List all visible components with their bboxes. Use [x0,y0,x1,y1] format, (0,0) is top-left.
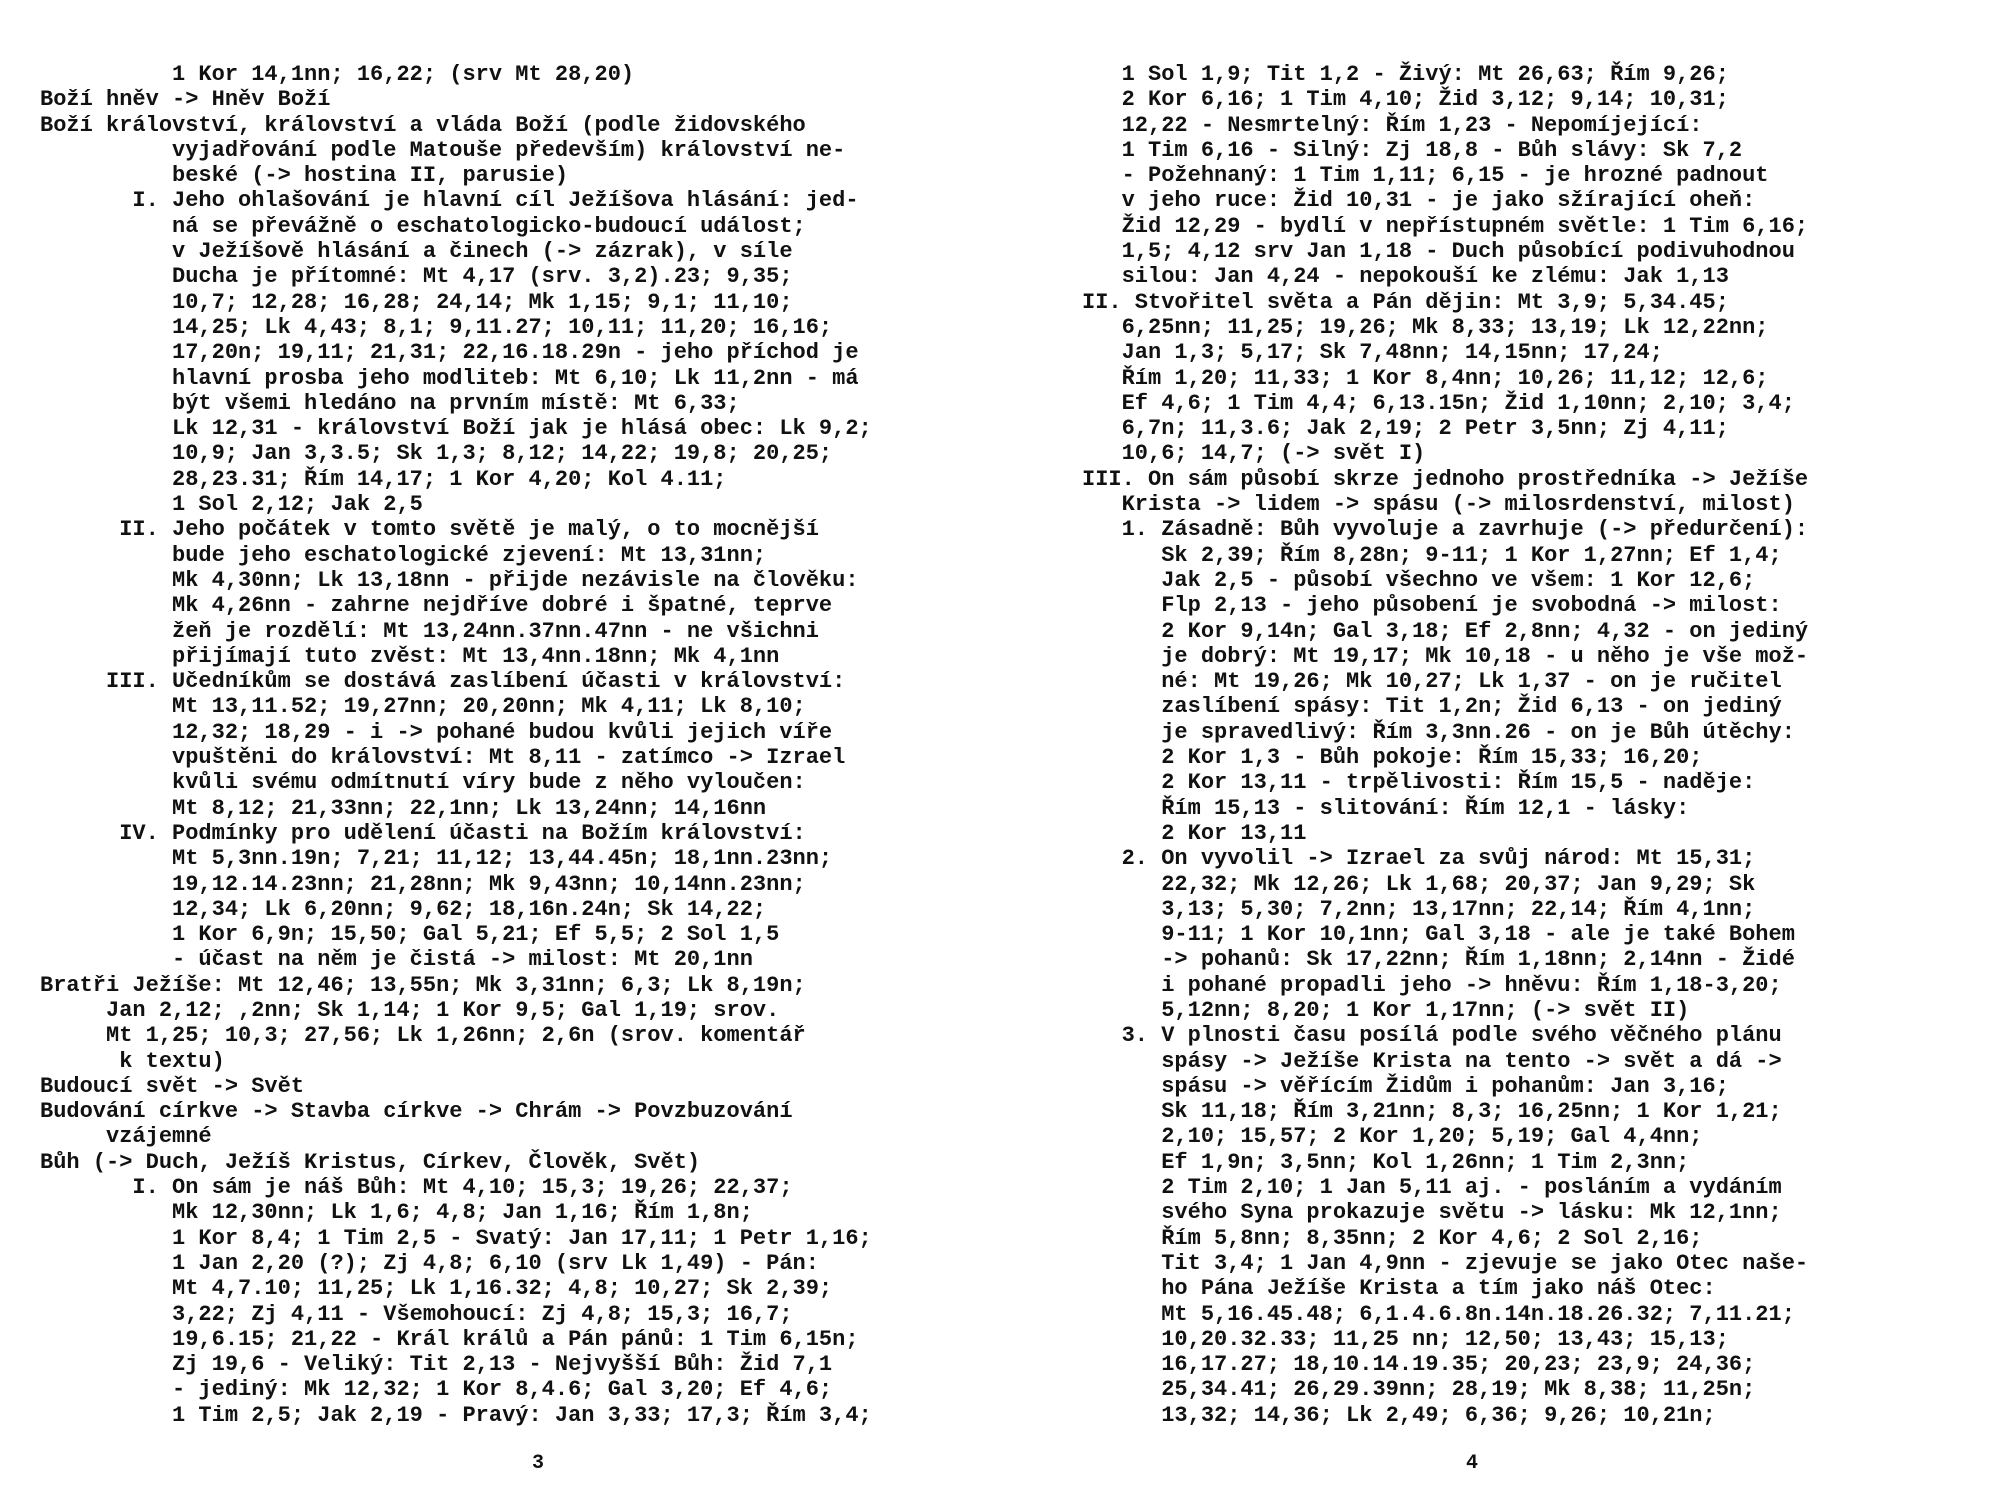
text-line: II. Jeho počátek v tomto světě je malý, o to mocnější [40,517,819,543]
text-line: I. On sám je náš Bůh: Mt 4,10; 15,3; 19,26; 22,37; [40,1175,793,1201]
text-line: I. Jeho ohlašování je hlavní cíl Ježíšova hlásání: jed- [40,188,859,214]
text-line: Mt 8,12; 21,33nn; 22,1nn; Lk 13,24nn; 14,16nn [40,795,767,821]
text-line: 19,12.14.23nn; 21,28nn; Mk 9,43nn; 10,14nn.23nn; [40,871,806,897]
text-line: Zj 19,6 - Veliký: Tit 2,13 - Nejvyšší Bůh: Žid 7,1 [40,1352,833,1378]
text-line: Boží království, království a vláda Boží (podle židovského [40,112,806,138]
text-line: 1 Sol 2,12; Jak 2,5 [40,492,423,518]
text-line: vzájemné [40,1124,212,1150]
text-line: 12,22 - Nesmrtelný: Řím 1,23 - Nepomíjející: [1082,112,1703,138]
text-line: 2 Tim 2,10; 1 Jan 5,11 aj. - posláním a vydáním [1082,1175,1782,1201]
text-line: Bratři Ježíše: Mt 12,46; 13,55n; Mk 3,31nn; 6,3; Lk 8,19n; [40,972,806,998]
text-line: 1 Kor 6,9n; 15,50; Gal 5,21; Ef 5,5; 2 Sol 1,5 [40,922,780,948]
text-line: Flp 2,13 - jeho působení je svobodná -> milost: [1082,593,1782,619]
text-line: Sk 2,39; Řím 8,28n; 9-11; 1 Kor 1,27nn; Ef 1,4; [1082,542,1782,568]
text-line: Jak 2,5 - působí všechno ve všem: 1 Kor 12,6; [1082,567,1756,593]
text-line: Sk 11,18; Řím 3,21nn; 8,3; 16,25nn; 1 Kor 1,21; [1082,1099,1782,1125]
text-line: 1 Tim 6,16 - Silný: Zj 18,8 - Bůh slávy: Sk 7,2 [1082,137,1743,163]
text-line: 5,12nn; 8,20; 1 Kor 1,17nn; (-> svět II) [1082,997,1690,1023]
text-line: 9-11; 1 Kor 10,1nn; Gal 3,18 - ale je také Bohem [1082,922,1795,948]
text-line: Jan 2,12; ,2nn; Sk 1,14; 1 Kor 9,5; Gal 1,19; srov. [40,997,780,1023]
right-page-number: 4 [1466,1452,1479,1475]
text-line: 1 Sol 1,9; Tit 1,2 - Živý: Mt 26,63; Řím 9,26; [1082,62,1729,87]
text-line: 1 Jan 2,20 (?); Zj 4,8; 6,10 (srv Lk 1,49) - Pán: [40,1250,819,1276]
text-line: v Ježíšově hlásání a činech (-> zázrak), v síle [40,239,793,265]
text-line: 1 Tim 2,5; Jak 2,19 - Pravý: Jan 3,33; 17,3; Řím 3,4; [40,1402,872,1428]
text-line: Řím 15,13 - slitování: Řím 12,1 - lásky: [1082,795,1690,821]
text-line: spásy -> Ježíše Krista na tento -> svět a dá -> [1082,1048,1782,1074]
text-line: 25,34.41; 26,29.39nn; 28,19; Mk 8,38; 11,25n; [1082,1377,1756,1403]
text-line: 1,5; 4,12 srv Jan 1,18 - Duch působící podivuhodnou [1082,239,1795,265]
text-line: Řím 5,8nn; 8,35nn; 2 Kor 4,6; 2 Sol 2,16; [1082,1225,1703,1251]
text-line: spásu -> věřícím Židům i pohanům: Jan 3,16; [1082,1073,1729,1099]
text-line: - Požehnaný: 1 Tim 1,11; 6,15 - je hrozné padnout [1082,163,1769,189]
text-line: 19,6.15; 21,22 - Král králů a Pán pánů: 1 Tim 6,15n; [40,1326,859,1352]
text-line: bude jeho eschatologické zjevení: Mt 13,31nn; [40,542,767,568]
text-line: Budování církve -> Stavba církve -> Chrám -> Povzbuzování [40,1099,793,1125]
text-line: II. Stvořitel světa a Pán dějin: Mt 3,9; 5,34.45; [1082,289,1729,315]
text-line: silou: Jan 4,24 - nepokouší ke zlému: Jak 1,13 [1082,264,1729,290]
text-line: 1 Kor 14,1nn; 16,22; (srv Mt 28,20) [40,62,635,87]
text-line: 6,7n; 11,3.6; Jak 2,19; 2 Petr 3,5nn; Zj 4,11; [1082,416,1729,442]
text-line: Tit 3,4; 1 Jan 4,9nn - zjevuje se jako Otec naše- [1082,1250,1809,1276]
text-line: Budoucí svět -> Svět [40,1073,305,1099]
text-line: 2 Kor 13,11 - trpělivosti: Řím 15,5 - naděje: [1082,770,1756,796]
text-line: 2 Kor 13,11 [1082,820,1307,846]
text-line: ho Pána Ježíše Krista a tím jako náš Otec: [1082,1276,1716,1302]
text-line: Lk 12,31 - království Boží jak je hlásá obec: Lk 9,2; [40,416,872,442]
text-line: přijímají tuto zvěst: Mt 13,4nn.18nn; Mk 4,1nn [40,643,780,669]
text-line: Mk 4,30nn; Lk 13,18nn - přijde nezávisle na člověku: [40,567,859,593]
text-line: Mt 4,7.10; 11,25; Lk 1,16.32; 4,8; 10,27; Sk 2,39; [40,1276,833,1302]
text-line: 2,10; 15,57; 2 Kor 1,20; 5,19; Gal 4,4nn; [1082,1124,1703,1150]
text-line: 10,6; 14,7; (-> svět I) [1082,441,1426,467]
left-page-text [40,62,990,1428]
text-line: 2 Kor 1,3 - Bůh pokoje: Řím 15,33; 16,20; [1082,745,1703,771]
text-line: -> pohanů: Sk 17,22nn; Řím 1,18nn; 2,14nn - Židé [1082,947,1795,973]
text-line: i pohané propadli jeho -> hněvu: Řím 1,18-3,20; [1082,972,1782,998]
text-line: Řím 1,20; 11,33; 1 Kor 8,4nn; 10,26; 11,12; 12,6; [1082,365,1769,391]
text-line: Mk 4,26nn - zahrne nejdříve dobré i špatné, teprve [40,593,833,619]
text-line: Mt 5,3nn.19n; 7,21; 11,12; 13,44.45n; 18,1nn.23nn; [40,846,833,872]
text-line: v jeho ruce: Žid 10,31 - je jako sžírající oheň: [1082,188,1756,214]
text-line: 3,22; Zj 4,11 - Všemohoucí: Zj 4,8; 15,3; 16,7; [40,1301,793,1327]
text-line: Jan 1,3; 5,17; Sk 7,48nn; 14,15nn; 17,24; [1082,340,1663,366]
text-line: Ducha je přítomné: Mt 4,17 (srv. 3,2).23; 9,35; [40,264,793,290]
text-line: vyjadřování podle Matouše především) království ne- [40,137,846,163]
text-line: k textu) [40,1048,225,1074]
text-line: hlavní prosba jeho modliteb: Mt 6,10; Lk 11,2nn - má [40,365,859,391]
text-line: 14,25; Lk 4,43; 8,1; 9,11.27; 10,11; 11,20; 16,16; [40,314,833,340]
text-line: beské (-> hostina II, parusie) [40,163,569,189]
text-line: je spravedlivý: Řím 3,3nn.26 - on je Bůh útěchy: [1082,719,1795,745]
right-page-text [1082,62,1992,1428]
text-line: III. Učedníkům se dostává zaslíbení účasti v království: [40,669,846,695]
text-line: 6,25nn; 11,25; 19,26; Mk 8,33; 13,19; Lk 12,22nn; [1082,314,1769,340]
text-line: 2 Kor 6,16; 1 Tim 4,10; Žid 3,12; 9,14; 10,31; [1082,87,1729,113]
text-line: 10,7; 12,28; 16,28; 24,14; Mk 1,15; 9,1; 11,10; [40,289,793,315]
text-line: Bůh (-> Duch, Ježíš Kristus, Církev, Člověk, Svět) [40,1149,701,1175]
text-line: 2. On vyvolil -> Izrael za svůj národ: Mt 15,31; [1082,846,1756,872]
text-line: vpuštěni do království: Mt 8,11 - zatímco -> Izrael [40,745,846,771]
text-line: Ef 1,9n; 3,5nn; Kol 1,26nn; 1 Tim 2,3nn; [1082,1149,1690,1175]
text-line: 10,20.32.33; 11,25 nn; 12,50; 13,43; 15,13; [1082,1326,1729,1352]
text-line: 22,32; Mk 12,26; Lk 1,68; 20,37; Jan 9,29; Sk [1082,871,1756,897]
text-line: Mt 5,16.45.48; 6,1.4.6.8n.14n.18.26.32; 7,11.21; [1082,1301,1795,1327]
text-line: III. On sám působí skrze jednoho prostředníka -> Ježíše [1082,466,1809,492]
text-line: 2 Kor 9,14n; Gal 3,18; Ef 2,8nn; 4,32 - on jediný [1082,618,1809,644]
text-line: 1 Kor 8,4; 1 Tim 2,5 - Svatý: Jan 17,11; 1 Petr 1,16; [40,1225,872,1251]
text-line: 13,32; 14,36; Lk 2,49; 6,36; 9,26; 10,21n; [1082,1402,1716,1428]
text-line: Mt 13,11.52; 19,27nn; 20,20nn; Mk 4,11; Lk 8,10; [40,694,806,720]
text-line: né: Mt 19,26; Mk 10,27; Lk 1,37 - on je ručitel [1082,669,1782,695]
text-line: 17,20n; 19,11; 21,31; 22,16.18.29n - jeho příchod je [40,340,859,366]
text-line: - jediný: Mk 12,32; 1 Kor 8,4.6; Gal 3,20; Ef 4,6; [40,1377,833,1403]
right-page [1002,0,2004,1500]
text-line: 16,17.27; 18,10.14.19.35; 20,23; 23,9; 24,36; [1082,1352,1756,1378]
text-line: 1. Zásadně: Bůh vyvoluje a zavrhuje (-> předurčení): [1082,517,1809,543]
text-line: 3,13; 5,30; 7,2nn; 13,17nn; 22,14; Řím 4,1nn; [1082,896,1756,922]
text-line: 12,32; 18,29 - i -> pohané budou kvůli jejich víře [40,719,833,745]
text-line: 12,34; Lk 6,20nn; 9,62; 18,16n.24n; Sk 14,22; [40,896,767,922]
text-line: Mt 1,25; 10,3; 27,56; Lk 1,26nn; 2,6n (srov. komentář [40,1023,806,1049]
text-line: Krista -> lidem -> spásu (-> milosrdenství, milost) [1082,492,1795,518]
text-line: Boží hněv -> Hněv Boží [40,87,331,113]
text-line: žeň je rozdělí: Mt 13,24nn.37nn.47nn - ne všichni [40,618,819,644]
text-line: IV. Podmínky pro udělení účasti na Božím království: [40,820,806,846]
text-line: 10,9; Jan 3,3.5; Sk 1,3; 8,12; 14,22; 19,8; 20,25; [40,441,833,467]
text-line: svého Syna prokazuje světu -> lásku: Mk 12,1nn; [1082,1200,1782,1226]
text-line: zaslíbení spásy: Tit 1,2n; Žid 6,13 - on jediný [1082,694,1782,720]
text-line: být všemi hledáno na prvním místě: Mt 6,33; [40,390,740,416]
text-line: - účast na něm je čistá -> milost: Mt 20,1nn [40,947,753,973]
text-line: Ef 4,6; 1 Tim 4,4; 6,13.15n; Žid 1,10nn; 2,10; 3,4; [1082,390,1795,416]
text-line: Žid 12,29 - bydlí v nepřístupném světle: 1 Tim 6,16; [1082,213,1809,239]
text-line: Mk 12,30nn; Lk 1,6; 4,8; Jan 1,16; Řím 1,8n; [40,1200,753,1226]
text-line: kvůli svému odmítnutí víry bude z něho vyloučen: [40,770,806,796]
text-line: 3. V plnosti času posílá podle svého věčného plánu [1082,1023,1782,1049]
left-page-number: 3 [532,1452,545,1475]
text-line: je dobrý: Mt 19,17; Mk 10,18 - u něho je vše mož- [1082,643,1809,669]
text-line: ná se převážně o eschatologicko-budoucí událost; [40,213,806,239]
text-line: 28,23.31; Řím 14,17; 1 Kor 4,20; Kol 4.11; [40,466,727,492]
